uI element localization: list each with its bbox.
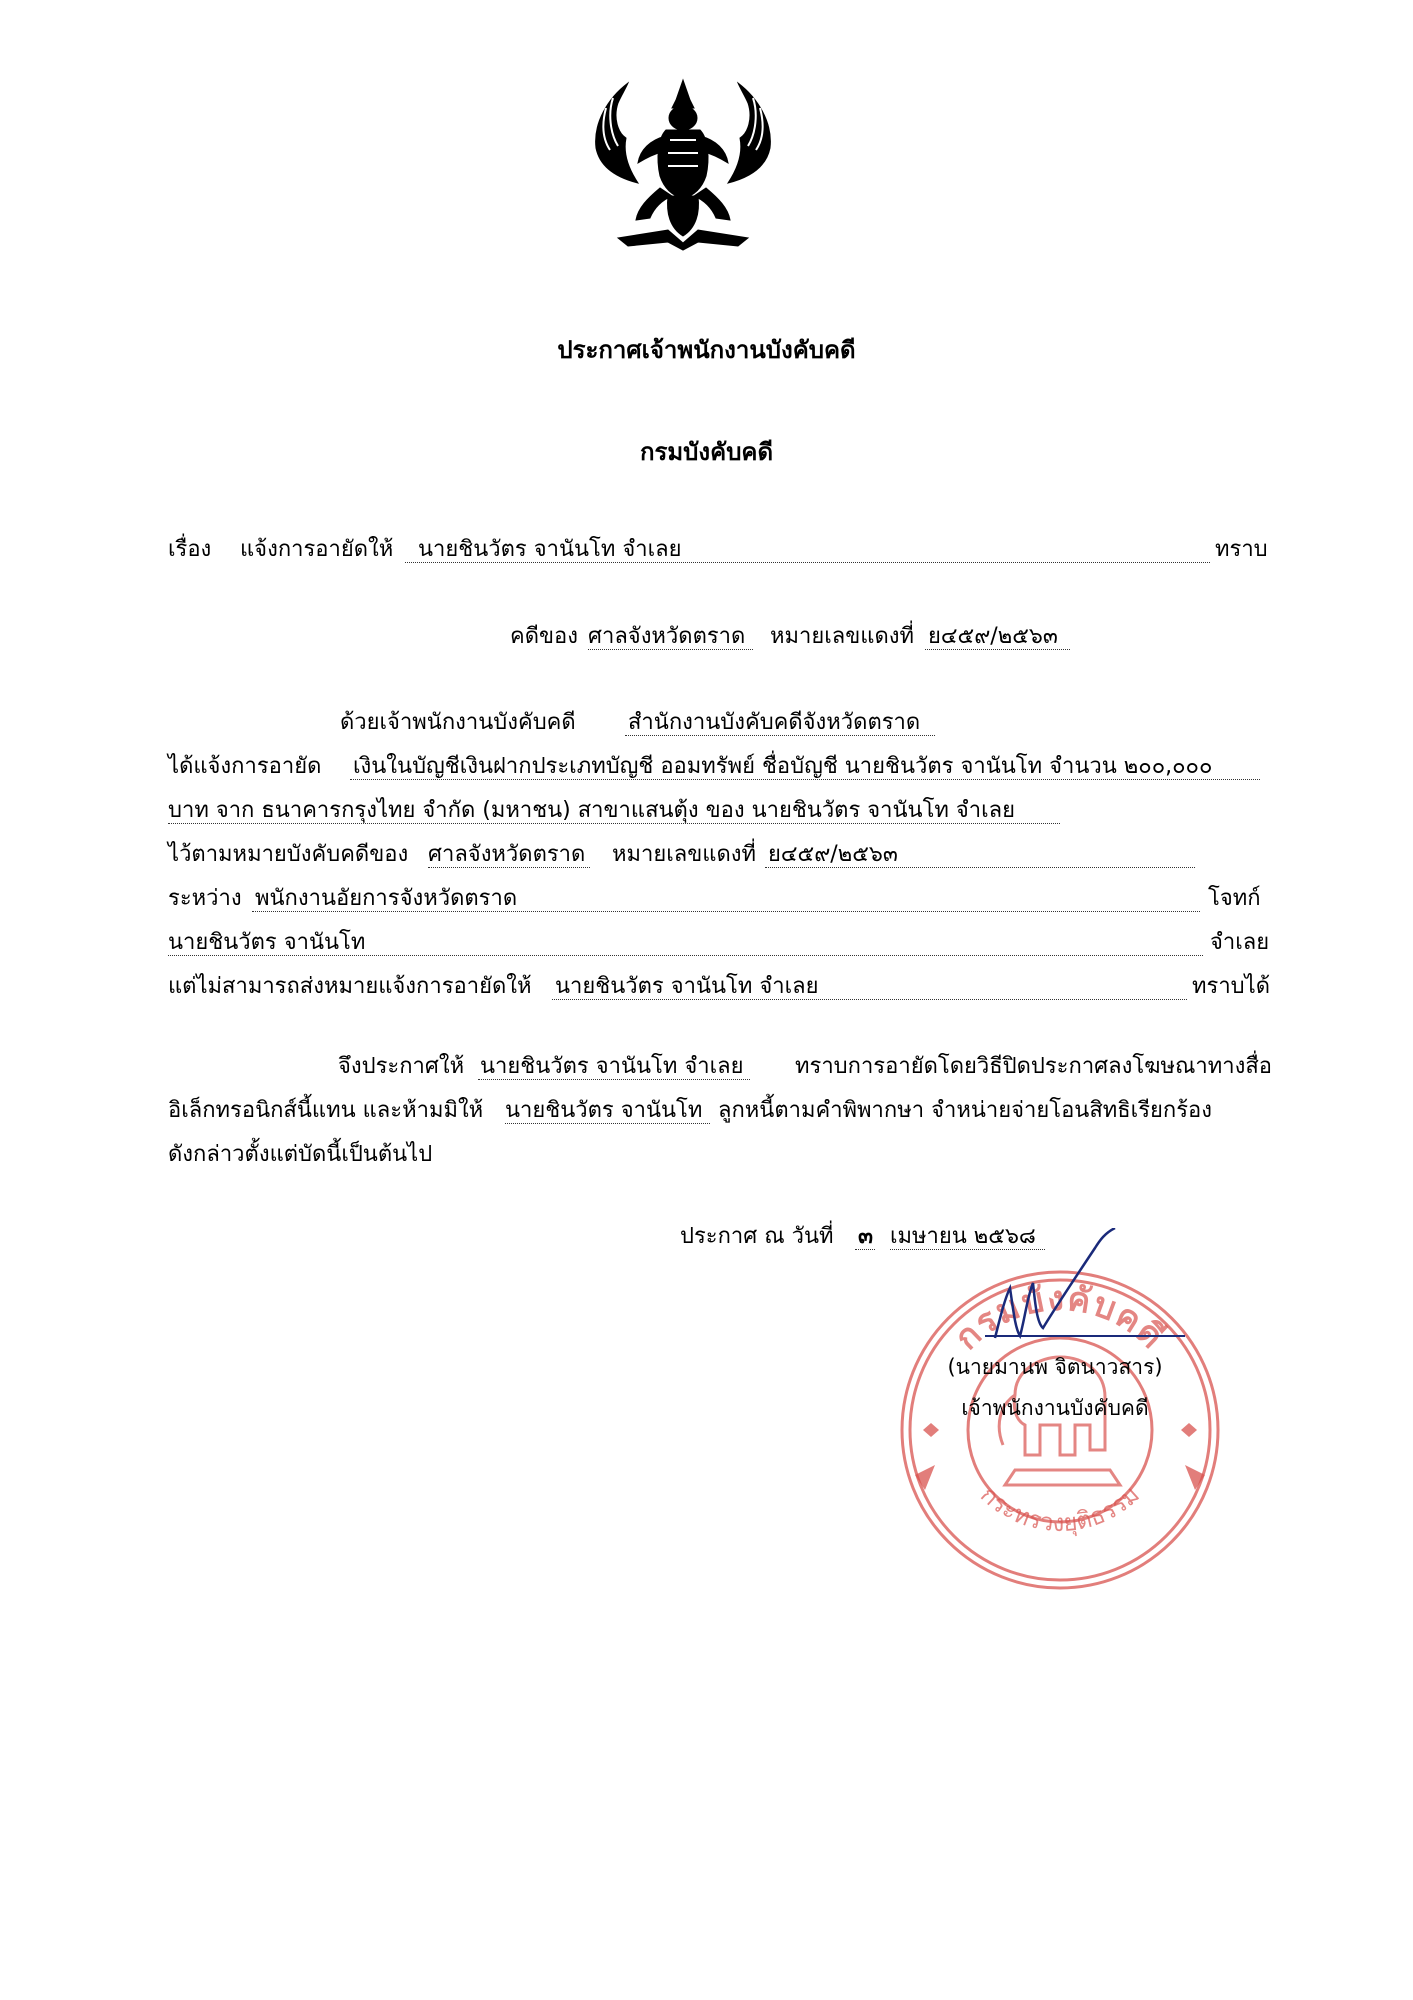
date-prefix: ประกาศ ณ วันที่ <box>680 1224 834 1249</box>
dotted-rule <box>765 867 1195 868</box>
body-line2-prefix: ได้แจ้งการอายัด <box>168 754 322 779</box>
dotted-rule <box>925 649 1070 650</box>
body-line4-prefix: ไว้ตามหมายบังคับคดีของ <box>168 842 409 867</box>
svg-text:กระทรวงยุติธรรม <box>975 1480 1145 1538</box>
subject-label: เรื่อง <box>168 537 212 562</box>
announce-line2-suffix: ลูกหนี้ตามคำพิพากษา จำหน่ายจ่ายโอนสิทธิเรียกร้อง <box>718 1098 1212 1123</box>
announce-line1-prefix: จึงประกาศให้ <box>338 1054 465 1079</box>
signature-scribble <box>975 1228 1125 1348</box>
dotted-rule <box>428 867 590 868</box>
announce-line1-person: นายชินวัตร จานันโท จำเลย <box>480 1054 744 1079</box>
garuda-emblem <box>588 78 778 253</box>
plaintiff-role: โจทก์ <box>1208 886 1261 911</box>
case-number-label: หมายเลขแดงที่ <box>770 624 914 649</box>
dotted-rule <box>405 562 1210 563</box>
body-line7-person: นายชินวัตร จานันโท จำเลย <box>555 974 819 999</box>
body-line3-text: บาท จาก ธนาคารกรุงไทย จำกัด (มหาชน) สาขาแสนตุ้ง ของ นายชินวัตร จานันโท จำเลย <box>168 798 1016 823</box>
stamp-top-text: กรมบังคับคดี <box>947 1278 1173 1358</box>
body-line7-prefix: แต่ไม่สามารถส่งหมายแจ้งการอายัดให้ <box>168 974 532 999</box>
dotted-rule <box>168 823 1060 824</box>
dotted-rule <box>588 649 753 650</box>
subject-text: แจ้งการอายัดให้ <box>240 537 394 562</box>
body-line2-text: เงินในบัญชีเงินฝากประเภทบัญชี ออมทรัพย์ ชื่อบัญชี นายชินวัตร จานันโท จำนวน ๒๐๐,๐๐๐ <box>353 754 1213 779</box>
date-month-year: เมษายน ๒๕๖๘ <box>890 1224 1036 1249</box>
dotted-rule <box>478 1079 750 1080</box>
body-line4-court: ศาลจังหวัดตราด <box>428 842 586 867</box>
announce-line1-suffix: ทราบการอายัดโดยวิธีปิดประกาศลงโฆษณาทางสื่อ <box>795 1054 1273 1079</box>
defendant-name: นายชินวัตร จานันโท <box>168 930 366 955</box>
dotted-rule <box>350 779 1260 780</box>
defendant-role: จำเลย <box>1210 930 1270 955</box>
body-line1-office: สำนักงานบังคับคดีจังหวัดตราด <box>628 710 921 735</box>
dotted-rule <box>252 911 1200 912</box>
subject-suffix: ทราบ <box>1215 537 1268 562</box>
announce-line2-prefix: อิเล็กทรอนิกส์นี้แทน และห้ามมิให้ <box>168 1098 484 1123</box>
body-line5-prefix: ระหว่าง <box>168 886 242 911</box>
subject-person: นายชินวัตร จานันโท จำเลย <box>418 537 682 562</box>
plaintiff-name: พนักงานอัยการจังหวัดตราด <box>255 886 518 911</box>
document-title: ประกาศเจ้าพนักงานบังคับคดี <box>557 336 856 364</box>
signature-underline <box>985 1335 1185 1337</box>
department-name: กรมบังคับคดี <box>639 438 774 466</box>
announce-line2-person: นายชินวัตร จานันโท <box>505 1098 703 1123</box>
date-day: ๓ <box>858 1224 874 1249</box>
signatory-name: (นายมานพ จิตนาวสาร) <box>947 1355 1163 1379</box>
case-court: ศาลจังหวัดตราด <box>588 624 746 649</box>
dotted-rule <box>552 999 1187 1000</box>
signatory-position: เจ้าพนักงานบังคับคดี <box>961 1396 1149 1420</box>
announce-line3: ดังกล่าวตั้งแต่บัดนี้เป็นต้นไป <box>168 1142 433 1167</box>
body-line4-number: ย๔๕๙/๒๕๖๓ <box>768 842 898 867</box>
case-number: ย๔๕๙/๒๕๖๓ <box>928 624 1058 649</box>
dotted-rule <box>168 955 1203 956</box>
stamp-bottom-text: กระทรวงยุติธรรม <box>975 1480 1145 1538</box>
case-prefix: คดีของ <box>510 624 578 649</box>
body-line1-prefix: ด้วยเจ้าพนักงานบังคับคดี <box>340 710 576 735</box>
dotted-rule <box>855 1249 875 1250</box>
body-line7-suffix: ทราบได้ <box>1192 974 1270 999</box>
dotted-rule <box>505 1123 710 1124</box>
dotted-rule <box>625 735 935 736</box>
body-line4-number-label: หมายเลขแดงที่ <box>612 842 756 867</box>
